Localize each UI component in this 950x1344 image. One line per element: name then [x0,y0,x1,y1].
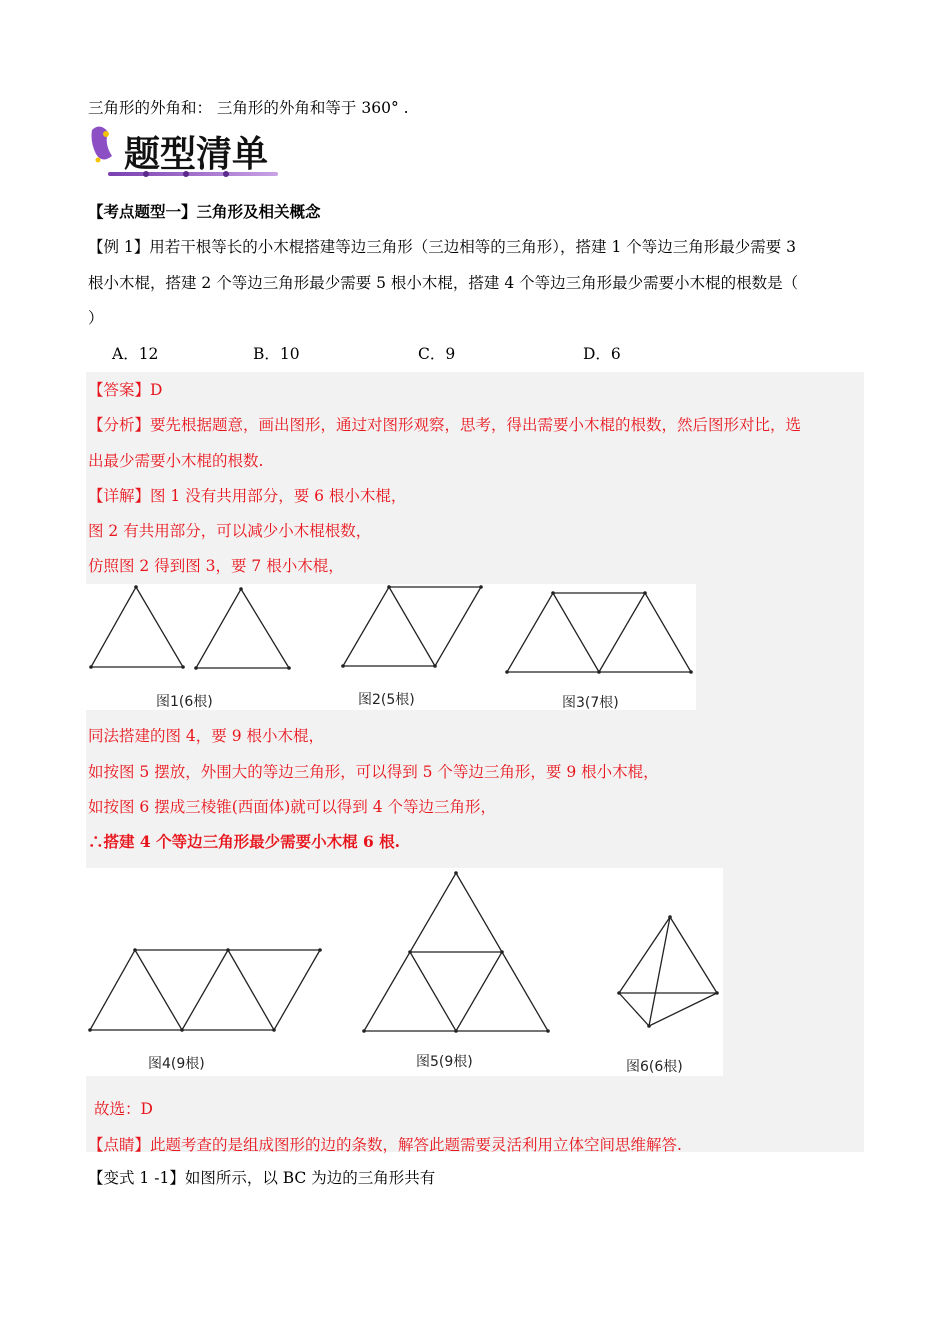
option-d: D．6 [583,345,621,363]
detail-line-2: 图 2 有共用部分，可以减少小木棍根数， [88,522,372,540]
figures-bottom [86,868,723,1076]
intro-line: 三角形的外角和： 三角形的外角和等于 360° . [88,99,409,117]
variant-line: 【变式 1 -1】如图所示，以 BC 为边的三角形共有 [88,1169,436,1187]
figure-1-caption: 图1(6根) [156,694,213,710]
choice-line: 故选：D [94,1100,153,1118]
example-line-1: 【例 1】用若干根等长的小木棍搭建等边三角形（三边相等的三角形），搭建 1 个等边三角形最少需要 3 [88,238,797,256]
figure-5-caption: 图5(9根) [416,1054,473,1070]
detail-line-1: 【详解】图 1 没有共用部分，要 6 根小木棍， [88,487,407,505]
analysis-line-2: 出最少需要小木棍的根数. [88,452,264,470]
figure-2 [341,585,483,708]
detail-line-5: 如按图 5 摆放，外围大的等边三角形，可以得到 5 个等边三角形，要 9 根小木棍， [88,763,659,781]
option-a: A．12 [112,345,159,363]
detail-line-4: 同法搭建的图 4，要 9 根小木棍， [88,727,325,745]
figure-4-caption: 图4(9根) [148,1056,205,1072]
analysis-line-1: 【分析】要先根据题意，画出图形，通过对图形观察，思考，得出需要小木棍的根数，然后图形对比，选 [88,416,802,434]
figure-6-caption: 图6(6根) [626,1059,683,1075]
figure-3 [505,591,693,710]
figure-4 [88,948,322,1072]
comment-line: 【点睛】此题考查的是组成图形的边的条数，解答此题需要灵活利用立体空间思维解答. [88,1136,682,1154]
figure-2-caption: 图2(5根) [358,692,415,708]
answer-line: 【答案】D [88,381,163,399]
figures-top [86,584,696,710]
figure-5 [362,871,550,1070]
detail-line-3: 仿照图 2 得到图 3，要 7 根小木棍， [88,557,344,575]
option-b: B．10 [253,345,300,363]
detail-line-6: 如按图 6 摆成三棱锥(西面体)就可以得到 4 个等边三角形， [88,798,497,816]
figure-1 [89,585,291,710]
option-c: C．9 [418,345,456,363]
example-line-3: ） [88,309,104,327]
logo-wizard-icon [92,126,113,159]
example-line-2: 根小木棍，搭建 2 个等边三角形最少需要 5 根小木棍，搭建 4 个等边三角形最少需要小木棍的根数是（ [88,274,799,292]
section-logo [86,120,286,184]
section-heading: 【考点题型一】三角形及相关概念 [88,202,321,221]
logo-graphic [86,120,286,184]
figure-6 [617,915,719,1075]
figure-3-caption: 图3(7根) [562,695,619,710]
logo-text: 题型清单 [124,133,269,175]
detail-line-7: ∴搭建 4 个等边三角形最少需要小木棍 6 根. [88,832,401,851]
